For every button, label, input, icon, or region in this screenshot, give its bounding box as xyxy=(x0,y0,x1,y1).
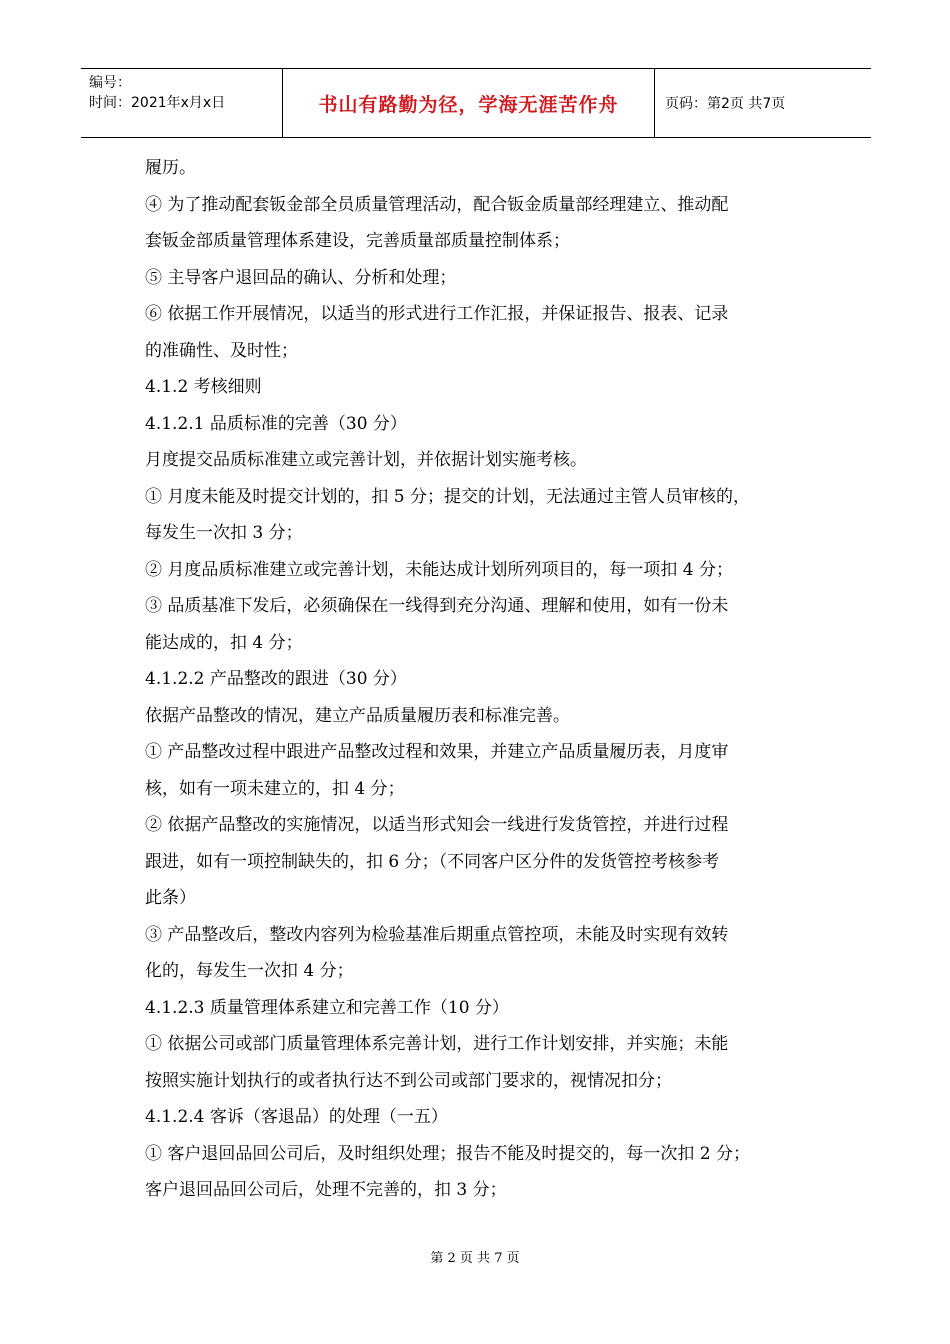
body-line: 跟进，如有一项控制缺失的，扣 6 分；（不同客户区分件的发货管控考核参考 xyxy=(145,851,720,872)
body-line: 按照实施计划执行的或者执行达不到公司或部门要求的，视情况扣分； xyxy=(145,1070,672,1091)
body-line: 客户退回品回公司后，处理不完善的，扣 3 分； xyxy=(145,1180,507,1200)
body-line: ① 依据公司或部门质量管理体系完善计划，进行工作计划安排，并实施；未能 xyxy=(145,1034,729,1054)
body-line: ① 客户退回品回公司后，及时组织处理；报告不能及时提交的，每一次扣 2 分； xyxy=(145,1143,751,1164)
body-line: ② 依据产品整改的实施情况，以适当形式知会一线进行发货管控，并进行过程 xyxy=(145,815,729,835)
body-line: 能达成的，扣 4 分； xyxy=(145,632,303,653)
header-info-cell xyxy=(81,69,283,137)
page-footer: 第 2 页 共 7 页 xyxy=(430,1251,520,1266)
body-line: 4.1.2.2 产品整改的跟进（30 分） xyxy=(145,669,407,689)
body-line: ⑤ 主导客户退回品的确认、分析和处理； xyxy=(145,267,457,288)
body-line: ④ 为了推动配套钣金部全员质量管理活动，配合钣金质量部经理建立、推动配 xyxy=(145,194,729,215)
body-line: 4.1.2.1 品质标准的完善（30 分） xyxy=(145,413,407,434)
body-line: 依据产品整改的情况，建立产品质量履历表和标准完善。 xyxy=(145,705,570,726)
body-line: 月度提交品质标准建立或完善计划，并依据计划实施考核。 xyxy=(145,450,587,470)
body-line: ② 月度品质标准建立或完善计划，未能达成计划所列项目的，每一项扣 4 分； xyxy=(145,559,734,580)
body-line: ③ 产品整改后，整改内容列为检验基准后期重点管控项，未能及时实现有效转 xyxy=(145,924,729,945)
body-line: 4.1.2.4 客诉（客退品）的处理（一五） xyxy=(145,1107,448,1127)
body-line: 每发生一次扣 3 分； xyxy=(145,523,303,543)
body-line: 4.1.2 考核细则 xyxy=(145,377,262,397)
body-line: 4.1.2.3 质量管理体系建立和完善工作（10 分） xyxy=(145,997,509,1018)
document-number-label: 编号： xyxy=(89,75,131,91)
body-line: 的准确性、及时性； xyxy=(145,340,298,361)
body-line: ⑥ 依据工作开展情况，以适当的形式进行工作汇报，并保证报告、报表、记录 xyxy=(145,304,729,324)
body-line: 核，如有一项未建立的，扣 4 分； xyxy=(145,778,405,799)
body-line: ③ 品质基准下发后，必须确保在一线得到充分沟通、理解和使用，如有一份未 xyxy=(145,596,729,616)
body-line: ① 产品整改过程中跟进产品整改过程和效果，并建立产品质量履历表，月度审 xyxy=(145,742,729,762)
body-line: ① 月度未能及时提交计划的，扣 5 分；提交的计划，无法通过主管人员审核的， xyxy=(145,486,751,507)
document-date: 时间：2021年x月x日 xyxy=(89,95,226,111)
header-table xyxy=(81,68,871,138)
body-line: 化的，每发生一次扣 4 分； xyxy=(145,961,354,981)
document-body xyxy=(145,150,813,1209)
header-motto: 书山有路勤为径，学海无涯苦作舟 xyxy=(318,93,619,116)
header-motto-cell xyxy=(283,69,655,137)
body-line: 此条） xyxy=(145,888,196,908)
body-line: 套钣金部质量管理体系建设，完善质量部质量控制体系； xyxy=(145,231,570,251)
header-page-cell xyxy=(655,69,871,137)
header-page-info: 页码：第2页 共7页 xyxy=(665,96,786,112)
body-line: 履历。 xyxy=(145,158,196,178)
